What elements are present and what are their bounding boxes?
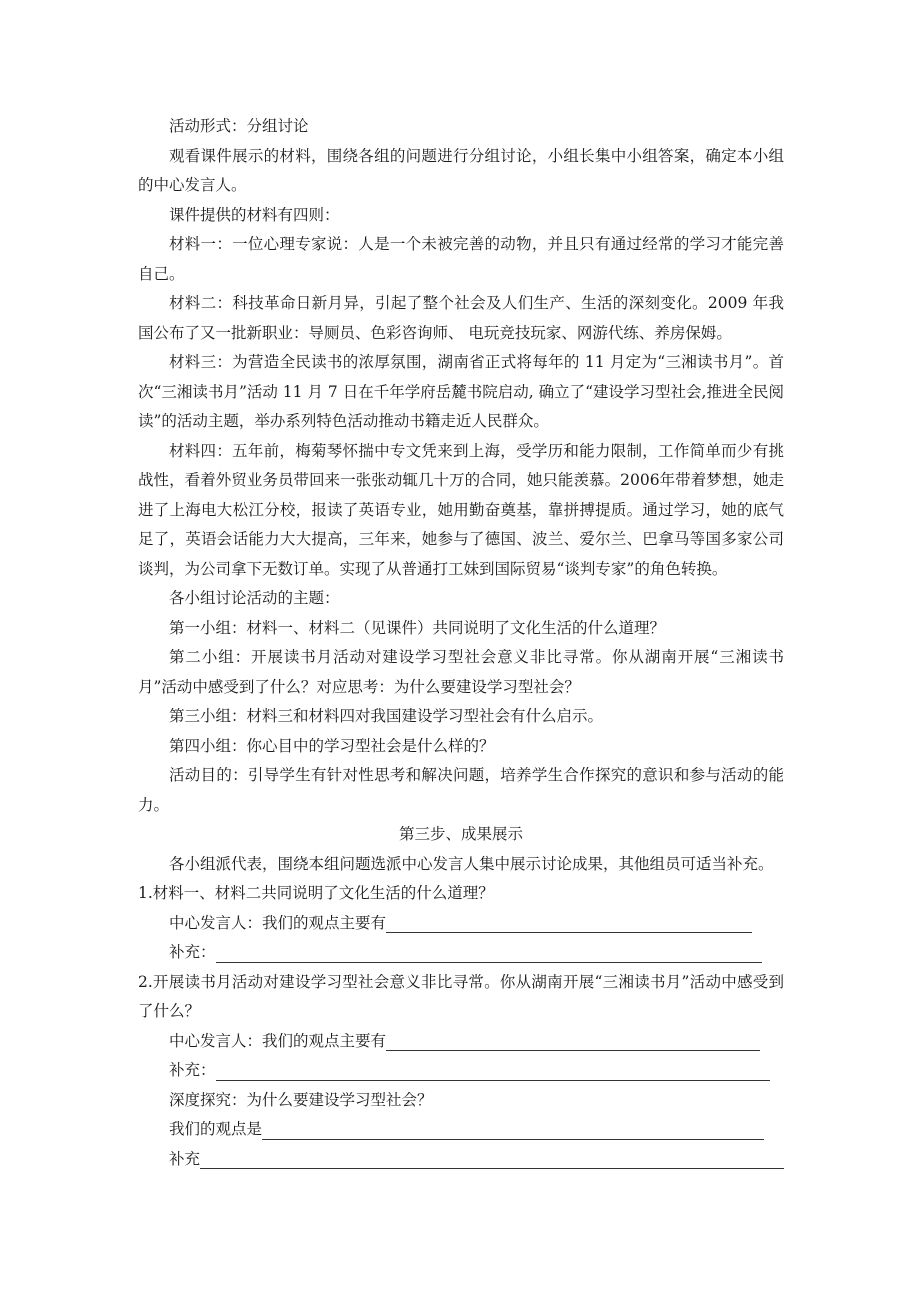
q2-supplement-line: [138, 1056, 784, 1086]
group-topics-intro: 各小组讨论活动的主题：: [169, 589, 340, 607]
q1-supplement-label: 补充：: [169, 943, 216, 961]
q2-speaker-line: [138, 1027, 784, 1057]
q2-supplement2-label: 补充: [169, 1149, 201, 1168]
group-one-topic: 第一小组：材料一、材料二（见课件）共同说明了文化生活的什么道理？: [169, 618, 666, 637]
materials-intro: 课件提供的材料有四则：: [169, 205, 340, 224]
activity-purpose: 活动目的：引导学生有针对性思考和解决问题，培养学生合作探究的意识和参与活动的能力。: [138, 766, 784, 814]
q1-speaker-line: [138, 909, 784, 939]
group-four-topic: 第四小组：你心目中的学习型社会是什么样的？: [169, 736, 495, 755]
document-page: [138, 112, 784, 1174]
material-four: 材料四：五年前，梅菊琴怀揣中专文凭来到上海，受学历和能力限制，工作简单而少有挑战性，看着外贸业务员带回来一张张动辄几十万的合同，她只能羡慕。2006年带着梦想，她走进了上海电大松江分校，报读了英语专业，她用勤奋奠基，靠拼搏提质。通过学习，她的底气足了，英语会话能力大大提高，三年来，她参与了德国、波兰、爱尔兰、巴拿马等国多家公司谈判，为公司拿下无数订单。实现了从普通打工妹到国际贸易“谈判专家”的角色转换。: [138, 441, 784, 578]
section-intro: 各小组派代表，围绕本组问题选派中心发言人集中展示讨论成果，其他组员可适当补充。: [169, 854, 774, 873]
question-two: 2.开展读书月活动对建设学习型社会意义非比寻常。你从湖南开展“三湘读书月”活动中感受到了什么？: [138, 972, 784, 1020]
q2-supplement2-blank[interactable]: [200, 1148, 784, 1169]
q2-speaker-blank[interactable]: [386, 1030, 760, 1051]
q1-supplement-line: [138, 938, 784, 968]
q2-view-line: [138, 1115, 784, 1145]
section-heading: 第三步、成果展示: [398, 825, 523, 843]
q1-speaker-blank[interactable]: [386, 912, 752, 933]
q2-view-label: 我们的观点是: [169, 1120, 263, 1138]
q2-deep-inquiry: 深度探究：为什么要建设学习型社会？: [169, 1090, 433, 1109]
group-two-topic: 第二小组：开展读书月活动对建设学习型社会意义非比寻常。你从湖南开展“三湘读书月”活动中感受到了什么？对应思考：为什么要建设学习型社会？: [138, 648, 784, 696]
q1-speaker-label: 中心发言人：我们的观点主要有: [169, 913, 387, 932]
material-one: 材料一：一位心理专家说：人是一个未被完善的动物，并且只有通过经常的学习才能完善自己。: [138, 235, 784, 283]
discussion-instructions: 观看课件展示的材料，围绕各组的问题进行分组讨论，小组长集中小组答案，确定本小组的中心发言人。: [138, 146, 784, 194]
activity-format: 活动形式：分组讨论: [169, 117, 309, 135]
question-one: 1.材料一、材料二共同说明了文化生活的什么道理？: [138, 884, 494, 902]
material-two: 材料二：科技革命日新月异，引起了整个社会及人们生产、生活的深刻变化。2009 年我国公布了又一批新职业：导厕员、色彩咨询师、 电玩竞技玩家、网游代练、养房保姆。: [138, 294, 784, 342]
group-three-topic: 第三小组：材料三和材料四对我国建设学习型社会有什么启示。: [169, 707, 604, 725]
q1-supplement-blank[interactable]: [216, 942, 762, 963]
material-three: 材料三：为营造全民读书的浓厚氛围，湖南省正式将每年的 11 月定为“三湘读书月”。首次“三湘读书月”活动 11 月 7 日在千年学府岳麓书院启动, 确立了“建设学习型社会,推进全民阅读”的活动主题，举办系列特色活动推动书籍走近人民群众。: [138, 353, 784, 430]
q2-supplement-label: 补充：: [169, 1061, 216, 1079]
q2-speaker-label: 中心发言人：我们的观点主要有: [169, 1031, 387, 1050]
q2-supplement-blank[interactable]: [216, 1060, 770, 1081]
q2-view-blank[interactable]: [262, 1119, 764, 1140]
q2-supplement2-line: [138, 1145, 784, 1175]
